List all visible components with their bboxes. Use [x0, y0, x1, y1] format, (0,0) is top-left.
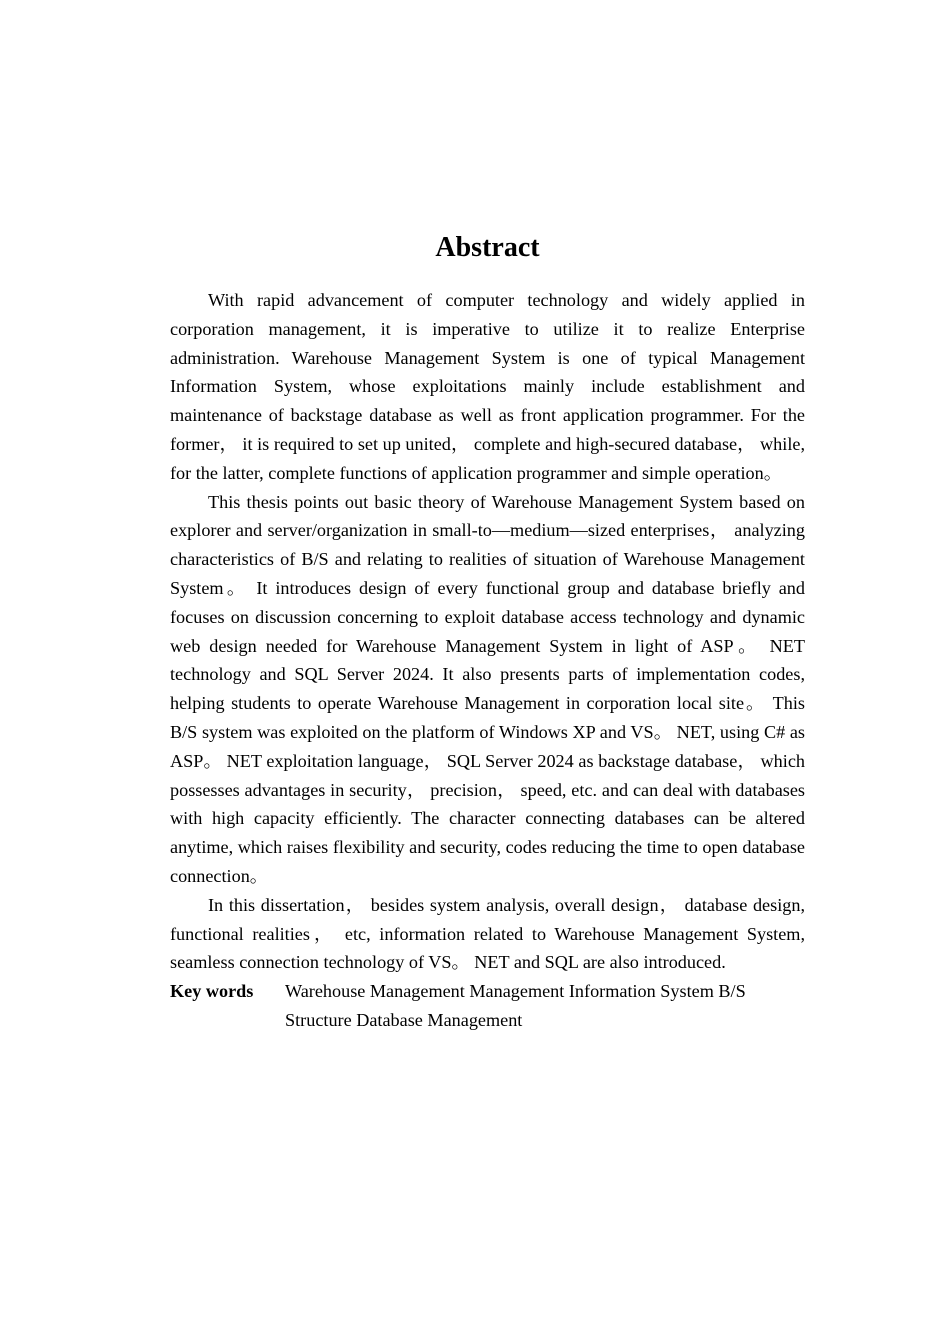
abstract-paragraph-3: In this dissertation， besides system analysis, overall design， database design, functional realities， etc, information related to Warehouse Management System, seamless connection technology of VS。 NET and SQL are also introduced. — [170, 894, 805, 973]
keywords-line-1: Warehouse Management Management Information System B/S — [285, 981, 746, 1002]
abstract-paragraph-2: This thesis points out basic theory of Warehouse Management System based on explorer and server/organization in small-to—medium—sized enterprises， analyzing characteristics of B/S and relating to realities of situation of Warehouse Management System。 It introduces design of every functional group and database briefly and focuses on discussion concerning to exploit database access technology and dynamic web design needed for Warehouse Management System in light of ASP。 NET technology and SQL Server 2024. It also presents parts of implementation codes, helping students to operate Warehouse Management in corporation local site。 This B/S system was exploited on the platform of Windows XP and VS。 NET, using C# as ASP。 NET exploitation language， SQL Server 2024 as backstage database， which possesses advantages in security， precision， speed, etc. and can deal with databases with high capacity efficiently. The character connecting databases can be altered anytime, which raises flexibility and security, codes reducing the time to open database connection。 — [170, 491, 805, 886]
keywords-label: Key words — [170, 981, 254, 1002]
keywords-line-2: Structure Database Management — [285, 1009, 523, 1030]
keywords-block — [170, 977, 805, 1035]
abstract-title: Abstract — [435, 232, 540, 263]
abstract-body — [170, 286, 805, 1035]
abstract-paragraph-1: With rapid advancement of computer technology and widely applied in corporation management, it is imperative to utilize it to realize Enterprise administration. Warehouse Management System is one of typical Management Information System, whose exploitations mainly include establishment and maintenance of backstage database as well as front application programmer. For the former， it is required to set up united， complete and high-secured database， while, for the latter, complete functions of application programmer and simple operation。 — [170, 290, 805, 483]
